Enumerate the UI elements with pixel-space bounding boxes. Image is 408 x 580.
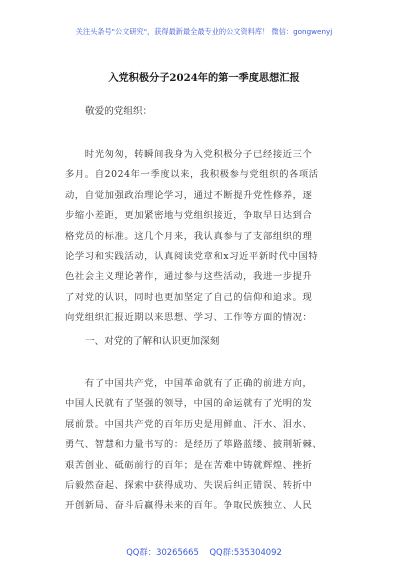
paragraph-line: 勇气、智慧和力量书写的：是经历了筚路蓝缕、披荆斩棘、	[65, 439, 323, 451]
paragraph-line: 时光匆匆，转瞬间我身为入党积极分子已经接近三个	[65, 149, 313, 160]
paragraph-line: 色社会主义理论著作，通过参与这些活动，我进一步提升	[65, 271, 313, 283]
paragraph-line: 多月。自2024年一季度以来，我积极参与党组织的各项活	[65, 169, 319, 181]
paragraph-line: 向党组织汇报近期以来思想、学习、工作等方面的情况：	[65, 312, 313, 324]
paragraph-line: 艰苦创业、砥砺前行的百年；是在苦难中铸就辉煌、挫折	[65, 459, 313, 471]
paragraph-line: 中国人民就有了坚强的领导，中国的命运就有了光明的发	[65, 398, 313, 410]
paragraph-line: 了对党的认识，同时也更加坚定了自己的信仰和追求。现	[65, 291, 313, 303]
paragraph-line: 后毅然奋起、探索中获得成功、失误后纠正错误、转折中	[65, 479, 313, 491]
paragraph-line: 开创新局、奋斗后赢得未来的百年。争取民族独立、人民	[65, 500, 313, 512]
document-title: 入党积极分子2024年的第一季度思想汇报	[108, 72, 300, 84]
paragraph-line: 动，自觉加强政治理论学习，通过不断提升党性修养，逐	[65, 189, 313, 201]
header-banner: 关注头条号"公文研究"，获得最新最全最专业的公文资料库！ 微信：gongwenyj	[75, 27, 333, 36]
paragraph-line: 有了中国共产党，中国革命就有了正确的前进方向，	[65, 378, 313, 389]
section-heading-1: 一、对党的了解和认识更加深刻	[85, 336, 220, 347]
paragraph-line: 展前景。中国共产党的百年历史是用鲜血、汗水、泪水、	[65, 418, 313, 430]
paragraph-line: 步缩小差距，更加紧密地与党组织接近，争取早日达到合	[65, 210, 313, 222]
paragraph-line: 论学习和实践活动，认真阅读党章和x习近平新时代中国特	[65, 250, 319, 262]
salutation: 敬爱的党组织：	[85, 106, 153, 117]
footer-contact: QQ群：30265665 QQ群:535304092	[126, 547, 282, 557]
paragraph-line: 格党员的标准。这几个月来，我认真参与了支部组织的理	[65, 230, 313, 242]
paragraph-1	[65, 145, 348, 329]
paragraph-2	[65, 374, 348, 517]
